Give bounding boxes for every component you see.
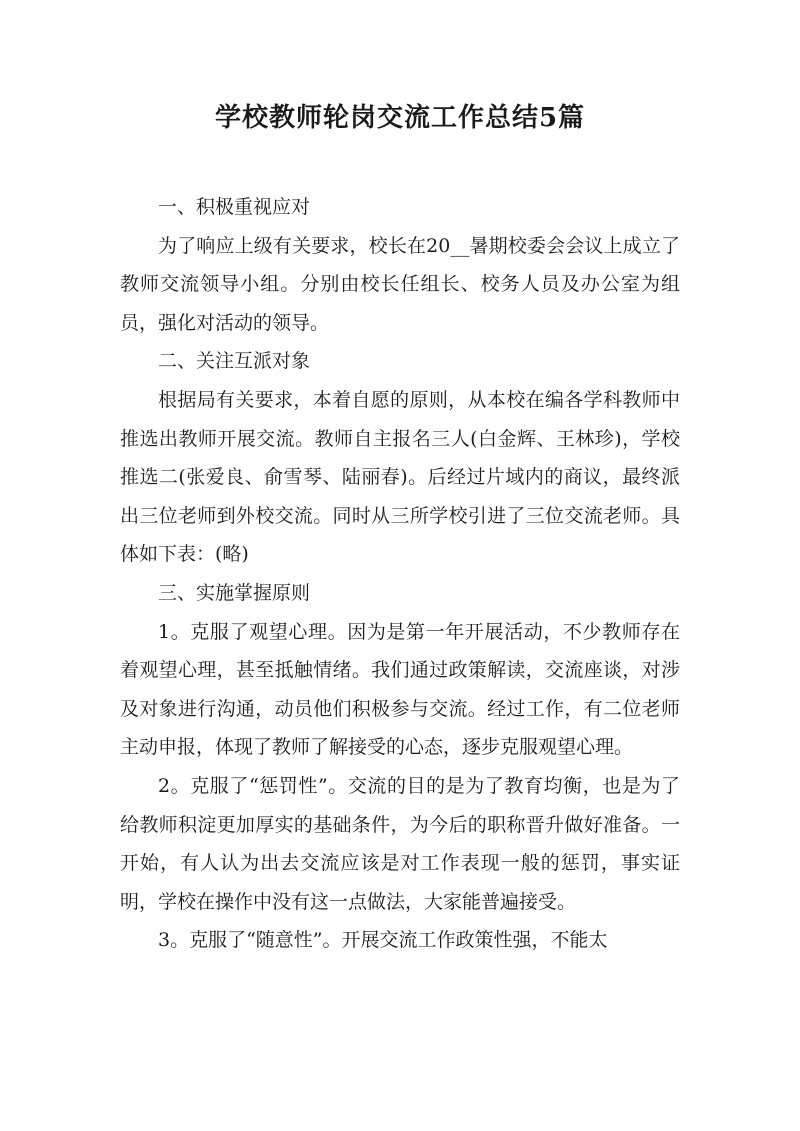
- section-heading-2: 二、关注互派对象: [158, 350, 311, 373]
- paragraph: 为了响应上级有关要求，校长在20__暑期校委会会议上成立了教师交流领导小组。分别由校长任组长、校务人员及办公室为组员，强化对活动的领导。: [120, 234, 680, 334]
- paragraph: 1。克服了观望心理。因为是第一年开展活动，不少教师存在着观望心理，甚至抵触情绪。我们通过政策解读，交流座谈，对涉及对象进行沟通，动员他们积极参与交流。经过工作，有二位老师主动申报，体现了教师了解接受的心态，逐步克服观望心理。: [120, 620, 680, 759]
- paragraph: 2。克服了“惩罚性”。交流的目的是为了教育均衡，也是为了给教师积淀更加厚实的基础条件，为今后的职称晋升做好准备。一开始，有人认为出去交流应该是对工作表现一般的惩罚，事实证明，学校在操作中没有这一点做法，大家能普遍接受。: [120, 774, 680, 913]
- paragraph: 3。克服了“随意性”。开展交流工作政策性强，不能太: [158, 929, 608, 952]
- section-heading-3: 三、实施掌握原则: [158, 581, 311, 604]
- section-heading-1: 一、积极重视应对: [158, 196, 311, 218]
- document-title: 学校教师轮岗交流工作总结5篇: [214, 103, 586, 133]
- paragraph: 根据局有关要求，本着自愿的原则，从本校在编各学科教师中推选出教师开展交流。教师自主报名三人(白金辉、王林珍)，学校推选二(张爱良、俞雪琴、陆丽春)。后经过片域内的商议，最终派出三位老师到外校交流。同时从三所学校引进了三位交流老师。具体如下表：(略): [120, 388, 680, 566]
- document-body: [120, 188, 680, 960]
